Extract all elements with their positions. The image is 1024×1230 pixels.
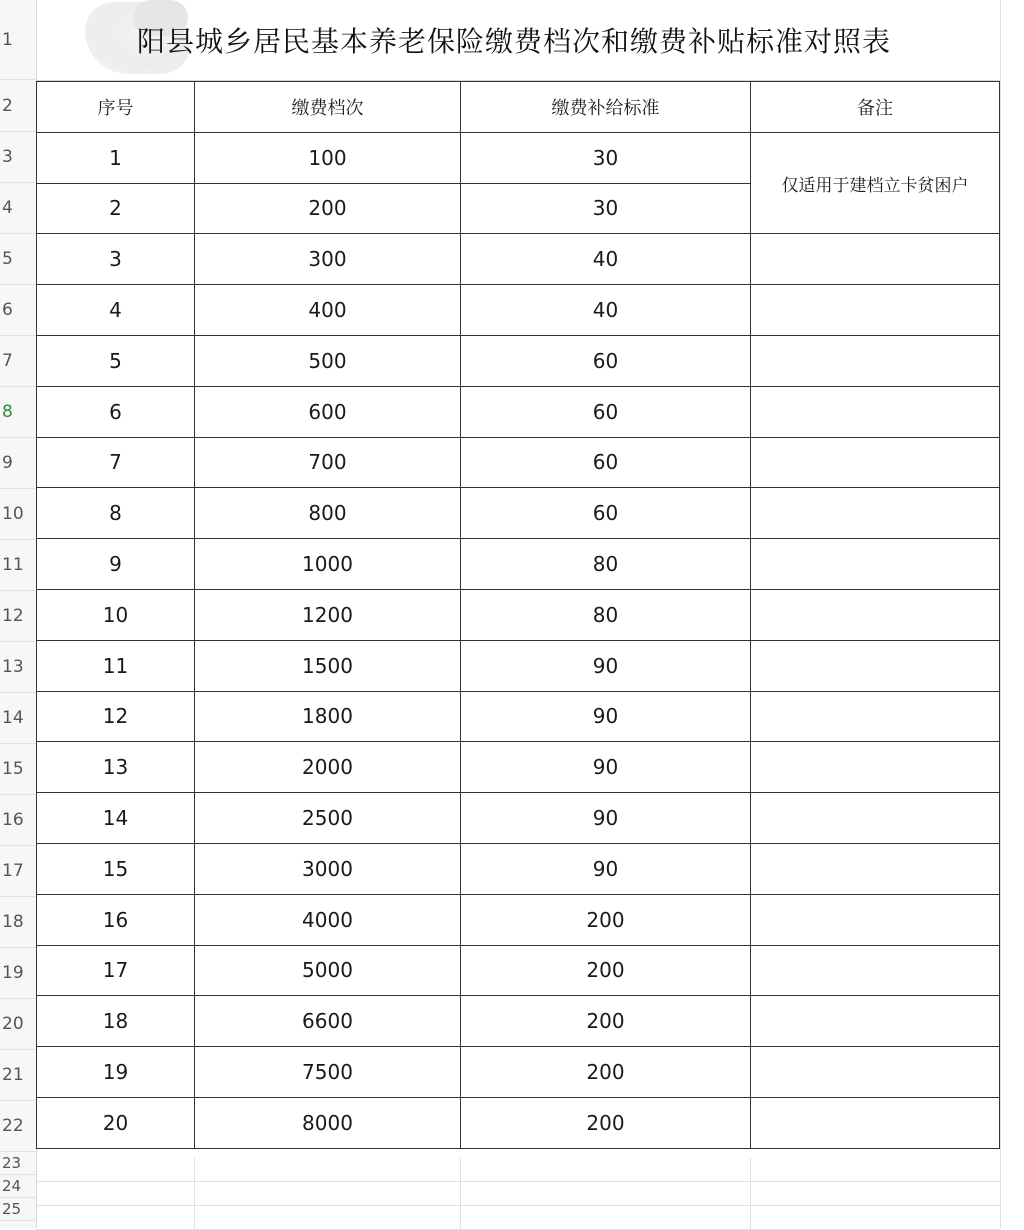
cell-index[interactable]: 11	[37, 640, 195, 691]
cell-remark[interactable]	[751, 640, 1000, 691]
cell-tier[interactable]: 1200	[195, 589, 461, 640]
table-row	[37, 894, 1000, 945]
row-number-5[interactable]: 5	[0, 234, 36, 285]
table-row	[37, 335, 1000, 386]
cell-index[interactable]: 2	[37, 183, 195, 234]
empty-row[interactable]	[36, 1182, 1000, 1206]
cell-subsidy[interactable]: 60	[461, 386, 751, 437]
row-number-18[interactable]: 18	[0, 897, 36, 948]
table-row	[37, 1097, 1000, 1148]
table-row	[37, 742, 1000, 793]
gridline	[194, 1158, 195, 1181]
cell-subsidy[interactable]: 40	[461, 285, 751, 336]
cell-remark[interactable]	[751, 1047, 1000, 1098]
cell-remark[interactable]	[751, 488, 1000, 539]
cell-index[interactable]: 4	[37, 285, 195, 336]
table-row	[37, 945, 1000, 996]
cell-subsidy[interactable]: 90	[461, 843, 751, 894]
row-number-25[interactable]: 25	[0, 1198, 36, 1221]
cell-index[interactable]: 14	[37, 793, 195, 844]
sheet-title: 阳县城乡居民基本养老保险缴费档次和缴费补贴标准对照表	[137, 25, 892, 58]
row-number-15[interactable]: 15	[0, 744, 36, 795]
contribution-table	[36, 81, 1000, 1149]
cell-subsidy[interactable]: 60	[461, 488, 751, 539]
row-number-19[interactable]: 19	[0, 948, 36, 999]
table-row	[37, 285, 1000, 336]
next-column-edge	[1000, 0, 1024, 1228]
table-row	[37, 437, 1000, 488]
cell-tier[interactable]: 300	[195, 234, 461, 285]
cell-index[interactable]: 17	[37, 945, 195, 996]
cell-remark[interactable]	[751, 945, 1000, 996]
cell-remark[interactable]	[751, 539, 1000, 590]
cell-remark[interactable]	[751, 437, 1000, 488]
gridline	[750, 1206, 751, 1229]
row-number-11[interactable]: 11	[0, 540, 36, 591]
cell-index[interactable]: 9	[37, 539, 195, 590]
cell-tier[interactable]: 100	[195, 132, 461, 183]
cell-index[interactable]: 1	[37, 132, 195, 183]
cell-subsidy[interactable]: 80	[461, 589, 751, 640]
row-number-4[interactable]: 4	[0, 183, 36, 234]
table-row	[37, 691, 1000, 742]
cell-tier[interactable]: 1800	[195, 691, 461, 742]
table-row	[37, 539, 1000, 590]
row-number-13[interactable]: 13	[0, 642, 36, 693]
empty-row[interactable]	[36, 1158, 1000, 1182]
cell-tier[interactable]: 4000	[195, 894, 461, 945]
table-row	[37, 640, 1000, 691]
cell-subsidy[interactable]: 90	[461, 640, 751, 691]
row-number-24[interactable]: 24	[0, 1175, 36, 1198]
cell-tier[interactable]: 2500	[195, 793, 461, 844]
cell-subsidy[interactable]: 200	[461, 894, 751, 945]
cell-subsidy[interactable]: 200	[461, 945, 751, 996]
cell-index[interactable]: 12	[37, 691, 195, 742]
row-number-2[interactable]: 2	[0, 80, 36, 132]
cell-tier[interactable]: 3000	[195, 843, 461, 894]
gridline	[460, 1206, 461, 1229]
cell-remark[interactable]	[751, 742, 1000, 793]
cell-subsidy[interactable]: 40	[461, 234, 751, 285]
cell-index[interactable]: 16	[37, 894, 195, 945]
cell-subsidy[interactable]: 90	[461, 793, 751, 844]
cell-tier[interactable]: 600	[195, 386, 461, 437]
title-row[interactable]	[37, 0, 1000, 81]
header-cell-index[interactable]: 序号	[37, 82, 195, 133]
gridline	[194, 1206, 195, 1229]
cell-subsidy[interactable]: 200	[461, 1047, 751, 1098]
cell-tier[interactable]: 8000	[195, 1097, 461, 1148]
header-cell-remark[interactable]: 备注	[751, 82, 1000, 133]
header-cell-subsidy[interactable]: 缴费补给标准	[461, 82, 751, 133]
gridline	[194, 1182, 195, 1205]
row-number-22[interactable]: 22	[0, 1101, 36, 1152]
cell-remark[interactable]	[751, 843, 1000, 894]
row-number-23[interactable]: 23	[0, 1152, 36, 1175]
header-cell-tier[interactable]: 缴费档次	[195, 82, 461, 133]
cell-subsidy[interactable]: 60	[461, 437, 751, 488]
cell-remark[interactable]	[751, 234, 1000, 285]
cell-index[interactable]: 10	[37, 589, 195, 640]
row-number-1[interactable]: 1	[0, 0, 36, 80]
row-number-3[interactable]: 3	[0, 132, 36, 183]
row-number-10[interactable]: 10	[0, 489, 36, 540]
row-number-14[interactable]: 14	[0, 693, 36, 744]
cell-subsidy[interactable]: 60	[461, 335, 751, 386]
cell-tier[interactable]: 1500	[195, 640, 461, 691]
cell-remark-merged[interactable]: 仅适用于建档立卡贫困户	[751, 132, 1000, 234]
row-number-17[interactable]: 17	[0, 846, 36, 897]
row-number-12[interactable]: 12	[0, 591, 36, 642]
cell-tier[interactable]: 200	[195, 183, 461, 234]
cell-index[interactable]: 19	[37, 1047, 195, 1098]
cell-remark[interactable]	[751, 386, 1000, 437]
gridline	[460, 1158, 461, 1181]
gridline	[750, 1158, 751, 1181]
row-number-21[interactable]: 21	[0, 1050, 36, 1101]
cell-index[interactable]: 18	[37, 996, 195, 1047]
table-row	[37, 488, 1000, 539]
cell-index[interactable]: 13	[37, 742, 195, 793]
row-number-16[interactable]: 16	[0, 795, 36, 846]
cell-remark[interactable]	[751, 335, 1000, 386]
cell-tier[interactable]: 6600	[195, 996, 461, 1047]
cell-tier[interactable]: 5000	[195, 945, 461, 996]
cell-subsidy[interactable]: 90	[461, 691, 751, 742]
cell-subsidy[interactable]: 30	[461, 183, 751, 234]
cell-subsidy[interactable]: 90	[461, 742, 751, 793]
table-row	[37, 589, 1000, 640]
cell-tier[interactable]: 2000	[195, 742, 461, 793]
cell-subsidy[interactable]: 200	[461, 996, 751, 1047]
row-number-9[interactable]: 9	[0, 438, 36, 489]
row-number-8[interactable]: 8	[0, 387, 36, 438]
empty-rows	[36, 1158, 1000, 1230]
row-number-6[interactable]: 6	[0, 285, 36, 336]
cell-subsidy[interactable]: 30	[461, 132, 751, 183]
cell-remark[interactable]	[751, 691, 1000, 742]
cell-index[interactable]: 5	[37, 335, 195, 386]
cell-index[interactable]: 20	[37, 1097, 195, 1148]
cell-tier[interactable]: 1000	[195, 539, 461, 590]
cell-remark[interactable]	[751, 793, 1000, 844]
cell-index[interactable]: 6	[37, 386, 195, 437]
table-row	[37, 234, 1000, 285]
table-row	[37, 843, 1000, 894]
cell-remark[interactable]	[751, 1097, 1000, 1148]
cell-tier[interactable]: 7500	[195, 1047, 461, 1098]
cell-tier[interactable]: 400	[195, 285, 461, 336]
cell-tier[interactable]: 800	[195, 488, 461, 539]
cell-remark[interactable]	[751, 285, 1000, 336]
table-row	[37, 132, 1000, 183]
cell-remark[interactable]	[751, 894, 1000, 945]
empty-row[interactable]	[36, 1206, 1000, 1230]
cell-remark[interactable]	[751, 996, 1000, 1047]
cell-tier[interactable]: 700	[195, 437, 461, 488]
cell-tier[interactable]: 500	[195, 335, 461, 386]
header-row	[37, 82, 1000, 133]
table-row	[37, 386, 1000, 437]
table-row	[37, 996, 1000, 1047]
cell-subsidy[interactable]: 200	[461, 1097, 751, 1148]
gridline	[750, 1182, 751, 1205]
cell-index[interactable]: 8	[37, 488, 195, 539]
row-number-20[interactable]: 20	[0, 999, 36, 1050]
table-row	[37, 793, 1000, 844]
cell-subsidy[interactable]: 80	[461, 539, 751, 590]
cell-index[interactable]: 3	[37, 234, 195, 285]
gridline	[460, 1182, 461, 1205]
cell-index[interactable]: 15	[37, 843, 195, 894]
row-number-column	[0, 0, 37, 1228]
row-number-7[interactable]: 7	[0, 336, 36, 387]
table-row	[37, 1047, 1000, 1098]
cell-remark[interactable]	[751, 589, 1000, 640]
cell-index[interactable]: 7	[37, 437, 195, 488]
